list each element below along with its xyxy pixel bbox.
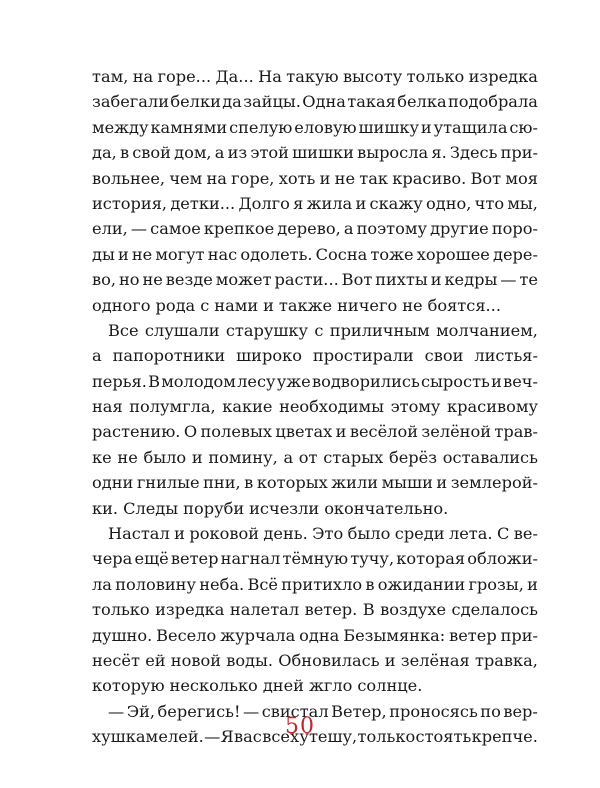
word: журчала [220,625,296,645]
word: в [244,473,254,493]
word: обложи- [467,549,538,569]
text-line [92,470,538,495]
word: — [130,219,148,239]
text-line [92,521,538,546]
word: красивому [447,397,538,417]
body-text [92,64,538,750]
text-line [92,166,538,191]
word: забегали [92,92,170,112]
word: свистал [261,701,329,721]
word: папоротники [112,346,226,366]
word: — [500,270,517,290]
word: одно, [426,193,472,213]
text-line [92,369,538,394]
word: ей [145,650,166,670]
word: из [227,143,248,163]
word: с [200,295,210,315]
word: Сосна [315,244,368,264]
word: нас [207,244,238,264]
word: весёлой [349,422,419,442]
word: везде [165,270,213,290]
word: да, [92,143,117,163]
word: и [420,117,432,137]
word: зелёной [421,422,492,442]
word: моя [505,168,538,188]
word: и [384,650,396,670]
word: старушку [225,320,309,340]
word: гнилые [136,473,200,493]
word: расти... [274,270,339,290]
word: ла [92,574,112,594]
word: крепче. [471,727,538,747]
word: ды [92,244,115,264]
word: дере- [492,244,538,264]
word: широко [236,346,302,366]
word: мыши [381,473,433,493]
word: одна [299,625,340,645]
text-line [92,673,538,698]
word: водворились [311,371,420,391]
word: Вот [341,270,373,290]
word: Обновилась [278,650,380,670]
word: вас [234,727,262,747]
word: кедры [444,270,498,290]
word: ке [92,447,112,467]
word: полумгла, [129,397,216,417]
word: да [222,92,242,112]
word: трав- [494,422,538,442]
word: солнце. [357,676,423,696]
word: С [496,524,510,544]
word: тёмную [282,549,349,569]
word: нами [214,295,259,315]
word: камнями [150,117,228,137]
word: новой [170,650,221,670]
word: я. [431,143,447,163]
word: — [108,701,125,721]
word: дерево, [277,219,341,239]
word: и [355,193,367,213]
word: половину [115,574,196,594]
text-line [92,191,538,216]
word: чера [92,549,133,569]
text-line [92,445,538,470]
word: может [215,270,272,290]
word: и [191,447,203,467]
text-line [92,318,538,343]
word: крепкое [203,219,275,239]
text-line [92,140,538,165]
word: не [402,295,423,315]
word: на [132,67,154,86]
word: пни, [203,473,241,493]
word: О [183,422,198,442]
word: ожидании [377,574,466,594]
word: которых [256,473,328,493]
word: горе... [157,67,212,86]
word: мы, [507,193,538,213]
word: могут [155,244,205,264]
word: среди [394,524,445,544]
word: ничего [337,295,398,315]
word: детки... [170,193,236,213]
word: не [142,270,163,290]
word: полевых [200,422,273,442]
word: сырость [420,371,490,391]
word: между [92,117,149,137]
word: белка [397,92,447,112]
word: а [283,447,294,467]
word: что [474,193,505,213]
word: но [118,270,140,290]
word: молодом [161,371,236,391]
word: только [357,727,416,747]
word: еловую [294,117,357,137]
word: и [319,168,331,188]
word: зайцы. [243,92,301,112]
word: одолеть. [240,244,313,264]
word: хоть [278,168,316,188]
word: и [436,473,448,493]
word: утешу, [299,727,358,747]
word: На [258,67,282,86]
text-line [92,216,538,241]
word: также [278,295,333,315]
word: которую [92,676,165,696]
page-number: 50 [285,714,315,739]
word: выросла [357,143,429,163]
text-line [92,343,538,368]
word: травка, [474,650,538,670]
text-line [92,115,538,140]
word: веч- [503,371,538,391]
word: ветер. [304,600,358,620]
word: тоже [370,244,414,264]
word: налетал [229,600,300,620]
text-line [92,242,538,267]
word: было [143,447,187,467]
word: ная [92,397,123,417]
word: шишки [292,143,354,163]
word: ветер [170,549,219,569]
word: ветер [449,625,497,645]
word: с [314,320,324,340]
word: всех [262,727,300,747]
word: старых [323,447,384,467]
word: дней [262,676,304,696]
word: такую [286,67,339,86]
text-line [92,64,538,89]
word: в [119,143,130,163]
word: поруби [183,498,245,518]
word: землерой- [450,473,538,493]
word: а [343,219,354,239]
word: ещё [134,549,169,569]
word: при- [500,143,538,163]
text-line [92,293,538,318]
word: зелёная [400,650,470,670]
text-line [92,597,538,622]
word: Настал [108,524,170,544]
word: чем [169,168,203,188]
word: берёз [388,447,438,467]
word: стоять [415,727,472,747]
word: так [359,168,389,188]
word: боятся... [427,295,501,315]
text-line [92,623,538,648]
word: роковой [189,524,259,544]
word: Следы [123,498,179,518]
word: а [92,346,102,366]
word: Вот [470,168,502,188]
word: и [430,270,442,290]
word: оставались [442,447,538,467]
word: молчанием, [436,320,538,340]
word: тучу, [350,549,395,569]
text-line [92,546,538,571]
text-line [92,648,538,673]
text-line [92,572,538,597]
word: этой [250,143,289,163]
word: уже [276,371,311,391]
word: скажу [369,193,423,213]
word: Одна [302,92,346,112]
word: душно. [92,625,153,645]
word: ве- [513,524,538,544]
word: только [406,67,465,86]
word: история, [92,193,168,213]
word: Все [108,320,139,340]
word: окончательно. [324,498,449,518]
word: от [298,447,318,467]
word: воздухе [380,600,447,620]
word: притихло [281,574,363,594]
word: берегись! [157,701,241,721]
text-line [92,267,538,292]
word: лесу [237,371,276,391]
word: вер- [503,701,538,721]
text-line [92,394,538,419]
word: не [117,447,138,467]
word: слушали [144,320,220,340]
word: ки. [92,498,119,518]
word: дом, [174,143,212,163]
word: — [204,727,221,747]
word: я [293,193,304,213]
word: красиво. [392,168,467,188]
word: и [491,371,502,391]
word: Это [312,524,344,544]
word: такая [347,92,396,112]
word: утащила [433,117,508,137]
word: во, [92,270,117,290]
word: сю- [509,117,538,137]
word: в [365,574,375,594]
word: нагнал [220,549,281,569]
word: хушкам [92,727,159,747]
word: неба. [199,574,245,594]
text-line [92,89,538,114]
word: там, [92,67,129,86]
word: самое [150,219,201,239]
word: В [148,371,161,391]
word: и [117,244,129,264]
word: а [214,143,225,163]
word: грозы, [468,574,524,594]
word: которая [396,549,466,569]
word: свои [424,346,464,366]
word: приличным [329,320,430,340]
word: Эй, [126,701,156,721]
word: рода [155,295,196,315]
word: растению. [92,422,181,442]
word: какие [222,397,273,417]
word: цветах [275,422,333,442]
word: высоту [342,67,403,86]
word: только [92,600,150,620]
word: подобрала [447,92,538,112]
word: исчезли [249,498,320,518]
word: Долго [238,193,290,213]
word: елей. [158,727,204,747]
word: простирали [312,346,414,366]
word: горе, [231,168,275,188]
word: по [480,701,501,721]
word: свой [132,143,171,163]
text-line [92,419,538,444]
word: изредка [155,600,225,620]
word: несёт [92,650,140,670]
word: воды. [226,650,274,670]
word: Да... [215,67,254,86]
word: поро- [491,219,538,239]
word: одни [92,473,134,493]
word: Весело [156,625,217,645]
word: этому [390,397,441,417]
word: Я [220,727,234,747]
word: и [174,524,185,544]
word: поэтому [356,219,427,239]
word: Ветер, [331,701,387,721]
word: другие [430,219,489,239]
word: Здесь [449,143,498,163]
word: лета. [448,524,493,544]
word: изредка [468,67,538,86]
word: В [362,600,375,620]
word: необходимы [279,397,385,417]
word: не [334,168,356,188]
word: те [519,270,538,290]
word: день. [263,524,308,544]
word: хорошее [416,244,490,264]
word: помину, [208,447,278,467]
word: одного [92,295,151,315]
word: и [263,295,274,315]
word: на [206,168,227,188]
word: Безымянка: [343,625,446,645]
word: при- [500,625,538,645]
word: белки [170,92,221,112]
word: несколько [169,676,258,696]
word: и [335,422,347,442]
word: и [527,574,538,594]
word: вольнее, [92,168,166,188]
word: проносясь [389,701,478,721]
text-line [92,496,538,521]
word: перья. [92,371,147,391]
word: — [242,701,260,721]
word: ели, [92,219,128,239]
word: пихты [375,270,428,290]
word: шишку [358,117,420,137]
word: листья- [474,346,538,366]
word: жгло [308,676,353,696]
word: спелую [229,117,293,137]
word: сделалось [451,600,538,620]
word: жила [306,193,353,213]
word: Всё [247,574,278,594]
word: не [131,244,153,264]
word: жили [331,473,379,493]
word: было [347,524,391,544]
